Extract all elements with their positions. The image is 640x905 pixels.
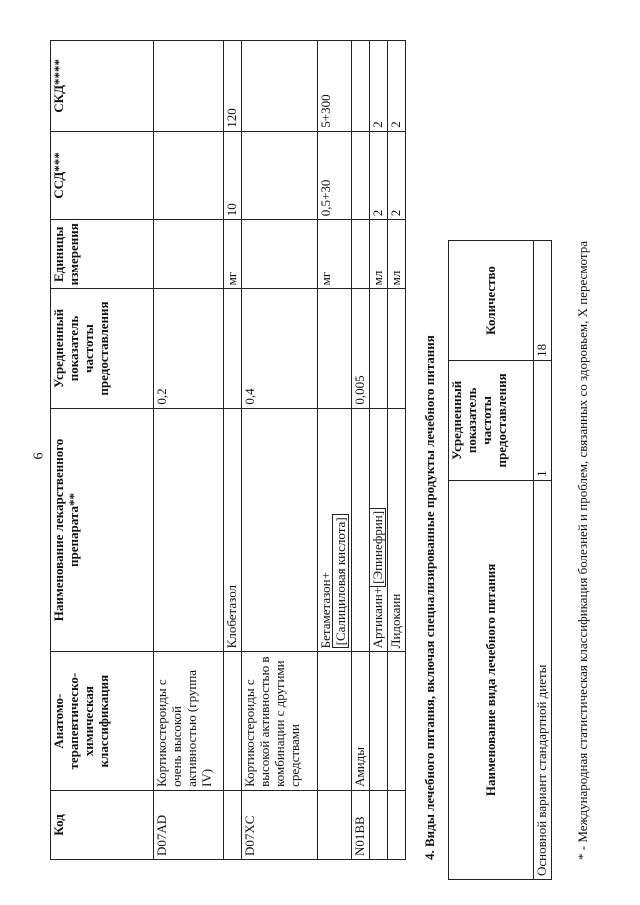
cell-skd: 5+300 bbox=[318, 41, 352, 132]
cell-drug-name bbox=[318, 408, 352, 652]
cell-ssd bbox=[242, 131, 318, 219]
footnote: * - Международная статистическая классификация болезней и проблем, связанных со здоровьем, X пересмотра bbox=[575, 241, 590, 860]
header-frequency: Усредненный показатель частоты предоставления bbox=[51, 289, 154, 408]
cell-code bbox=[318, 790, 352, 859]
header-nutrition-name: Наименование вида лечебного питания bbox=[449, 480, 534, 879]
cell-frequency: 0,2 bbox=[154, 289, 224, 408]
table-row bbox=[352, 41, 370, 860]
cell-units bbox=[352, 220, 370, 289]
drug-table bbox=[50, 40, 406, 860]
nutrition-table bbox=[448, 240, 552, 880]
cell-frequency: 0,005 bbox=[352, 289, 370, 408]
cell-code: N01BB bbox=[352, 790, 370, 859]
drug-name-part-boxed: [Салициловая кислота] bbox=[332, 514, 349, 648]
table-row bbox=[318, 41, 352, 860]
cell-frequency: 0,4 bbox=[242, 289, 318, 408]
cell-ssd bbox=[154, 131, 224, 219]
cell-drug-name bbox=[154, 408, 224, 652]
cell-frequency bbox=[224, 289, 242, 408]
cell-drug-name: Клобетазол bbox=[224, 408, 242, 652]
cell-atc bbox=[224, 652, 242, 791]
cell-units: мл bbox=[388, 220, 406, 289]
cell-nutrition-name: Основной вариант стандартной диеты bbox=[534, 480, 552, 879]
cell-units: мл bbox=[370, 220, 388, 289]
table-row bbox=[224, 41, 242, 860]
cell-frequency bbox=[318, 289, 352, 408]
header-code: Код bbox=[51, 790, 154, 859]
cell-ssd bbox=[352, 131, 370, 219]
cell-code: D07AD bbox=[154, 790, 224, 859]
cell-skd: 2 bbox=[370, 41, 388, 132]
nutrition-table-header bbox=[449, 241, 534, 880]
cell-atc: Амиды bbox=[352, 652, 370, 791]
table-row bbox=[242, 41, 318, 860]
cell-drug-name bbox=[370, 408, 388, 652]
table-row bbox=[370, 41, 388, 860]
header-nutrition-frequency: Усредненный показатель частоты предоставления bbox=[449, 360, 534, 480]
cell-nutrition-frequency: 1 bbox=[534, 360, 552, 480]
cell-ssd: 0,5+30 bbox=[318, 131, 352, 219]
header-nutrition-quantity: Количество bbox=[449, 241, 534, 361]
cell-ssd: 10 bbox=[224, 131, 242, 219]
cell-units bbox=[154, 220, 224, 289]
header-drug-name: Наименование лекарственного препарата** bbox=[51, 408, 154, 652]
cell-units: мг bbox=[318, 220, 352, 289]
rotated-page-content bbox=[50, 20, 630, 880]
cell-ssd: 2 bbox=[370, 131, 388, 219]
cell-frequency bbox=[388, 289, 406, 408]
cell-atc bbox=[388, 652, 406, 791]
header-ssd: ССД*** bbox=[51, 131, 154, 219]
cell-code bbox=[388, 790, 406, 859]
table-row bbox=[154, 41, 224, 860]
drug-table-header bbox=[51, 41, 154, 860]
cell-skd: 120 bbox=[224, 41, 242, 132]
header-units: Единицы измерения bbox=[51, 220, 154, 289]
header-skd: СКД**** bbox=[51, 41, 154, 132]
cell-ssd: 2 bbox=[388, 131, 406, 219]
page-number: 6 bbox=[31, 452, 47, 460]
cell-drug-name bbox=[352, 408, 370, 652]
cell-skd bbox=[352, 41, 370, 132]
cell-code bbox=[370, 790, 388, 859]
cell-code: D07XC bbox=[242, 790, 318, 859]
table-row bbox=[534, 241, 552, 880]
cell-skd bbox=[242, 41, 318, 132]
drug-name-part-boxed: [Эпинефрин] bbox=[369, 508, 386, 587]
header-atc: Анатомо-терапевтическо-химическая классификация bbox=[51, 652, 154, 791]
cell-nutrition-quantity: 18 bbox=[534, 241, 552, 361]
cell-frequency bbox=[370, 289, 388, 408]
cell-code bbox=[224, 790, 242, 859]
cell-drug-name: Лидокаин bbox=[388, 408, 406, 652]
cell-units: мг bbox=[224, 220, 242, 289]
cell-skd: 2 bbox=[388, 41, 406, 132]
drug-name-part: Бетаметазон+ bbox=[318, 572, 333, 649]
cell-atc bbox=[370, 652, 388, 791]
drug-name-part: Артикаин+ bbox=[370, 586, 385, 649]
cell-atc bbox=[318, 652, 352, 791]
cell-atc: Кортикостероиды с высокой активностью в комбинации с другими средствами bbox=[242, 652, 318, 791]
cell-units bbox=[242, 220, 318, 289]
cell-skd bbox=[154, 41, 224, 132]
cell-atc: Кортикостероиды с очень высокой активностью (группа IV) bbox=[154, 652, 224, 791]
table-row bbox=[388, 41, 406, 860]
cell-drug-name bbox=[242, 408, 318, 652]
section-title: 4. Виды лечебного питания, включая специализированные продукты лечебного питания bbox=[422, 335, 437, 860]
